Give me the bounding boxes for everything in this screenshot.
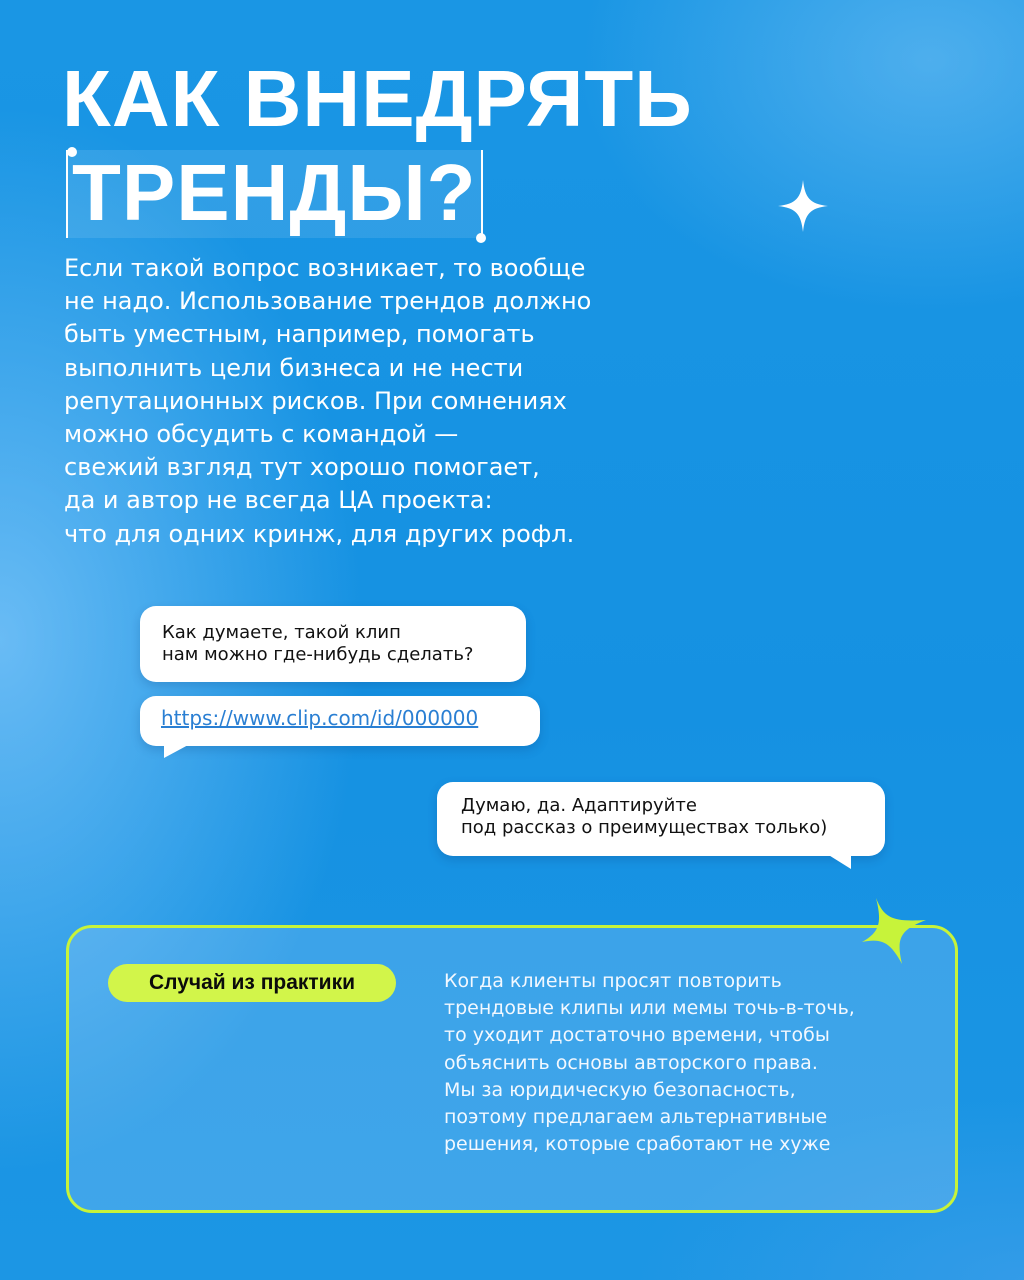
title-line-1: КАК ВНЕДРЯТЬ <box>62 54 693 143</box>
chat-reply-text: Думаю, да. Адаптируйте под рассказ о преимуществах только) <box>461 795 828 838</box>
bubble-tail <box>827 854 851 869</box>
case-text: Когда клиенты просят повторить трендовые клипы или мемы точь-в-точь, то уходит достаточно времени, чтобы объяснить основы авторского права. Мы за юридическую безопасность, поэтому предлагаем альтернативные решения, которые сработают не хуже <box>444 970 855 1156</box>
page-title <box>62 52 693 240</box>
case-badge: Случай из практики <box>108 964 396 1002</box>
chat-bubble-question <box>140 606 526 682</box>
sparkle-icon <box>778 180 828 232</box>
sparkle-icon <box>862 898 926 964</box>
title-line-2: ТРЕНДЫ? <box>72 148 477 237</box>
title-line-2-selection <box>62 146 483 240</box>
intro-paragraph: Если такой вопрос возникает, то вообще не надо. Использование трендов должно быть уместным, например, помогать выполнить цели бизнеса и не нести репутационных рисков. При сомнениях можно обсудить с командой — свежий взгляд тут хорошо помогает, да и автор не всегда ЦА проекта: что для одних кринж, для других рофл. <box>64 254 592 548</box>
clip-link[interactable]: https://www.clip.com/id/000000 <box>161 706 479 730</box>
chat-bubble-reply <box>437 782 885 856</box>
selection-handle-icon <box>476 233 486 243</box>
chat-message-text: Как думаете, такой клип нам можно где-нибудь сделать? <box>162 622 474 665</box>
bubble-tail <box>164 744 190 758</box>
chat-bubble-link <box>140 696 540 746</box>
